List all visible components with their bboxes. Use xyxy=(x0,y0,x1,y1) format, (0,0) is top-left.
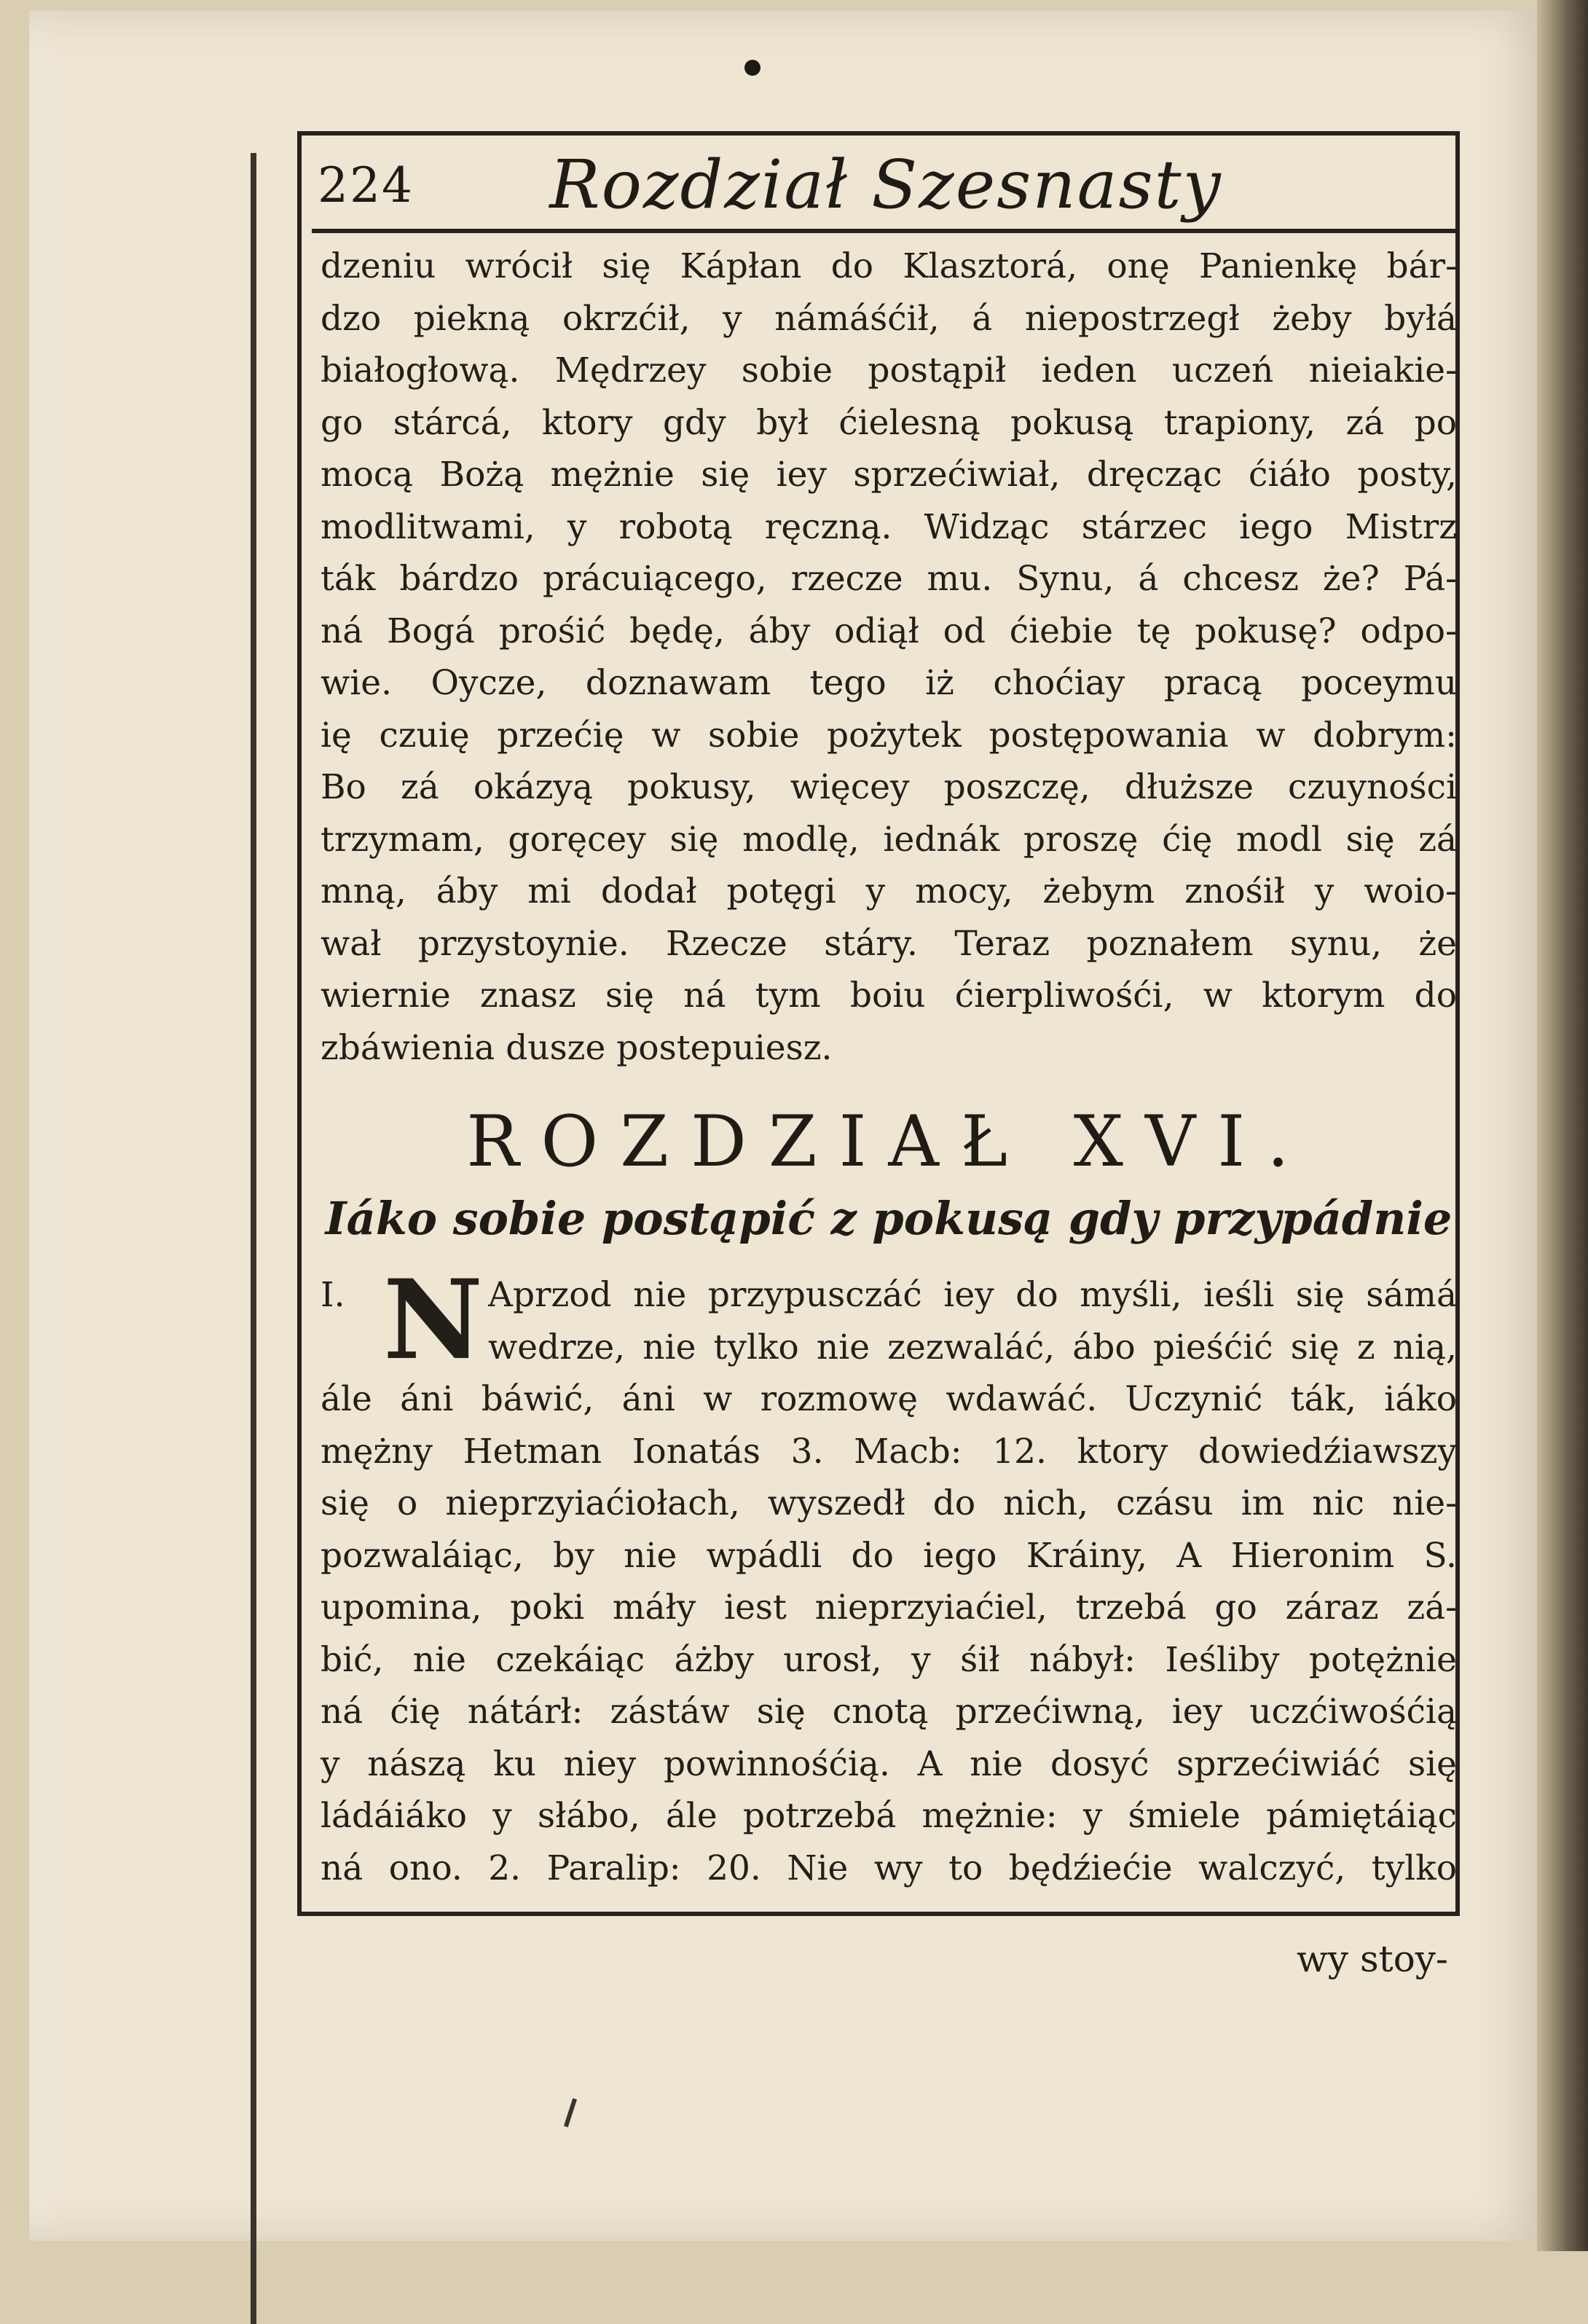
text-line: ták bárdzo prácuiącego, rzecze mu. Synu, á chcesz że? Pá- xyxy=(321,559,1457,599)
text-line: mocą Bożą mężnie się iey sprzećiwiał, dręcząc ćiáło posty, xyxy=(321,455,1457,495)
text-line: ládáiáko y słábo, ále potrzebá mężnie: y śmiele pámiętáiąc xyxy=(321,1796,1457,1836)
text-line: białogłową. Mędrzey sobie postąpił ieden uczeń nieiakie- xyxy=(321,350,1457,390)
text-line: modlitwami, y robotą ręczną. Widząc stárzec iego Mistrz xyxy=(321,506,1457,547)
section-number: I. xyxy=(321,1275,345,1315)
text-line: pozwaláiąc, by nie wpádli do iego Kráiny, A Hieronim S. xyxy=(321,1535,1457,1576)
text-line: się o nieprzyiaćiołach, wyszedł do nich, czásu im nic nie- xyxy=(321,1483,1457,1523)
text-line: upomina, poki máły iest nieprzyiaćiel, trzebá go záraz zá- xyxy=(321,1587,1457,1628)
text-line: go stárcá, ktory gdy był ćielesną pokusą trapiony, zá po xyxy=(321,402,1457,443)
text-line: bić, nie czekáiąc áżby urosł, y śił nábył: Ieśliby potężnie xyxy=(321,1639,1457,1680)
text-line: zbáwienia dusze postepuiesz. xyxy=(321,1027,833,1068)
text-line: ná ćię nátárł: zástáw się cnotą przećiwną, iey uczćiwośćią xyxy=(321,1692,1457,1732)
outer-frame-rule xyxy=(251,153,256,2324)
text-line: dzo piekną okrzćił, y námáśćił, á niepostrzegł żeby byłá xyxy=(321,298,1457,339)
catchword: wy stoy- xyxy=(1297,1938,1448,1980)
text-line: Bo zá okázyą pokusy, więcey poszczę, dłuższe czuyności xyxy=(321,767,1457,807)
drop-cap: N xyxy=(383,1256,484,1384)
page-number: 224 xyxy=(318,157,414,213)
paragraph-continued xyxy=(321,240,1457,1074)
text-line: ále áni báwić, áni w rozmowę wdawáć. Uczynić ták, iáko xyxy=(321,1379,1457,1419)
chapter-title: ROZDZIAŁ XVI. xyxy=(466,1101,1311,1182)
text-line: wiernie znasz się ná tym boiu ćierpliwośći, w ktorym do xyxy=(321,975,1457,1016)
text-line: trzymam, goręcey się modlę, iednák proszę ćię modl się zá xyxy=(321,819,1457,860)
text-line: mną, áby mi dodał potęgi y mocy, żebym znośił y woio- xyxy=(321,871,1457,911)
text-line: wie. Oycze, doznawam tego iż choćiay pracą poceymu xyxy=(321,663,1457,703)
text-line: ná ono. 2. Paralip: 20. Nie wy to będźiećie walczyć, tylko xyxy=(321,1848,1457,1888)
ink-dot xyxy=(744,60,760,76)
dropcap-block xyxy=(321,1256,1457,1384)
text-line: mężny Hetman Ionatás 3. Macb: 12. ktory dowiedźiawszy xyxy=(321,1431,1457,1472)
section-1 xyxy=(321,1256,1457,1894)
text-line: wał przystoynie. Rzecze stáry. Teraz poznałem synu, że xyxy=(321,923,1457,964)
running-title: Rozdział Szesnasty xyxy=(549,146,1222,224)
text-line: ię czuię przećię w sobie pożytek postępowania w dobrym: xyxy=(321,715,1457,755)
text-line: Aprzod nie przypusczáć iey do myśli, ieśli się sámá xyxy=(488,1275,1457,1315)
page-header xyxy=(318,146,1454,240)
dropcap-lines xyxy=(488,1269,1457,1373)
header-rule xyxy=(312,229,1455,233)
chapter-subtitle: Iáko sobie postąpić z pokusą gdy przypádnie xyxy=(325,1192,1453,1245)
text-line: ná Bogá prośić będę, áby odiął od ćiebie tę pokusę? odpo- xyxy=(321,611,1457,651)
text-line: y nászą ku niey powinnośćią. A nie dosyć sprzećiwiáć się xyxy=(321,1743,1457,1784)
text-line: dzeniu wrócił się Kápłan do Klasztorá, onę Panienkę bár- xyxy=(321,246,1457,286)
text-line: wedrze, nie tylko nie zezwaláć, ábo pieśćić się z nią, xyxy=(488,1327,1457,1367)
book-gutter xyxy=(1537,0,1588,2251)
